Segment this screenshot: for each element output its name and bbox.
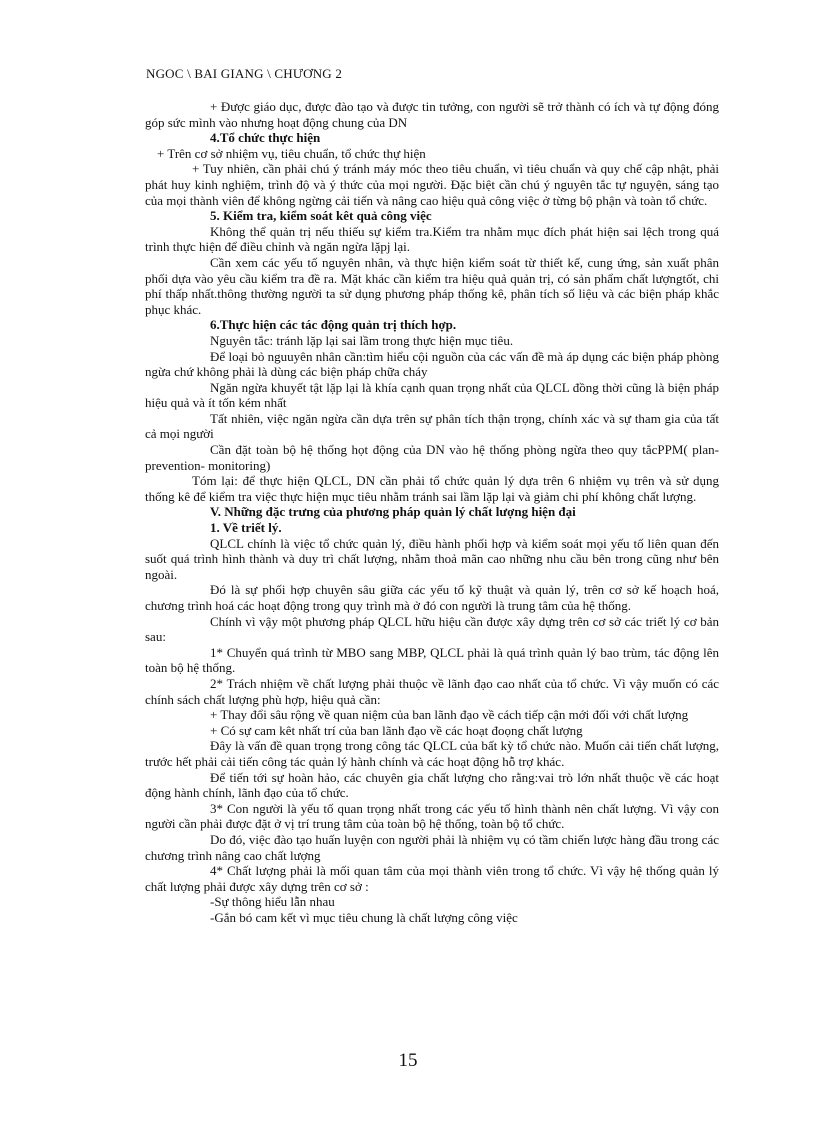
paragraph: Không thể quản trị nếu thiếu sự kiểm tra.Kiểm tra nhằm mục đích phát hiện sai lệch trong quá trình thực hiện để điều chỉnh và ngăn ngừa lặpj lại. [145,223,719,255]
section-heading: 6.Thực hiện các tác động quản trị thích hợp. [210,317,457,333]
paragraph: + Được giáo dục, được đào tạo và được tin tưởng, con người sẽ trở thành có ích và tự động đóng góp sức mình vào nhưng hoạt động chung của DN [145,99,719,130]
paragraph: Để loại bỏ nguuyên nhân cần:tìm hiểu cội nguồn của các vấn đề mà áp dụng các biện pháp phòng ngừa chứ không phải là dùng các biện pháp chữa cháy [145,348,719,380]
section-heading: 4.Tổ chức thực hiện [210,130,321,146]
paragraph: Do đó, việc đào tạo huấn luyện con người phải là nhiệm vụ có tầm chiến lược hàng đầu trong các chương trình nâng cao chất lượng [145,831,719,863]
document-body [145,99,719,925]
running-header: NGOC \ BAI GIANG \ CHƯƠNG 2 [146,66,343,81]
paragraph: Đó là sự phối hợp chuyên sâu giữa các yếu tố kỹ thuật và quản lý, trên cơ sở kế hoạch hoá, chương trình hoá các hoạt động trong quy trình mà ở đó con người là trung tâm của hệ thống. [145,582,719,613]
paragraph: 4* Chất lượng phải là mối quan tâm của mọi thành viên trong tổ chức. Vì vậy hệ thống quản lý chất lượng phải được xây dựng trên cơ sở : [145,863,719,894]
paragraph: QLCL chính là việc tổ chức quản lý, điều hành phối hợp và kiểm soát mọi yếu tố liên quan đến suốt quá trình hình thành và duy trì chất lượng, nhằm thoả mãn cao những nhu cầu bên trong cũng như bên ngoài. [145,535,719,582]
chapter-heading: V. Những đặc trưng của phương pháp quản lý chất lượng hiện đại [210,504,576,520]
paragraph: Cần xem các yếu tố nguyên nhân, và thực hiện kiểm soát từ thiết kế, cung ứng, sản xuất phân phối dựa vào yêu cầu kiểm tra đề ra. Mặt khác cần kiểm tra hiệu quả quản trị, có sản phẩm chất lượngtốt, chi phí thấp nhất.thông thường người ta sử dụng phương pháp thống kê, phân tích số liệu và các biện pháp khắc phục khác. [145,254,719,317]
paragraph: + Trên cơ sở nhiệm vụ, tiêu chuẩn, tổ chức thự hiện [157,145,426,161]
page-number: 15 [398,1050,418,1071]
list-item: -Gắn bó cam kết vì mục tiêu chung là chất lượng công việc [210,909,518,925]
paragraph: Tóm lại: để thực hiện QLCL, DN cần phải tổ chức quản lý dựa trên 6 nhiệm vụ trên và sử dụng thống kê để kiểm tra việc thực hiện mục tiêu nhằm tránh sai lầm lặp lại và giảm chi phí không chất lượng. [145,473,719,504]
paragraph: + Tuy nhiên, cần phải chú ý tránh máy móc theo tiêu chuẩn, vì tiêu chuẩn và quy chế cập nhật, phải phát huy kinh nghiệm, trình độ và ý thức của mọi người. Đặc biệt cần chú ý nguyên tắc tự nguyện, sáng tạo của mọi thành viên để không ngừng cải tiến và nâng cao hiệu quả công việc ở từng bộ phận và toàn tổ chức. [145,161,719,208]
paragraph: Tất nhiên, việc ngăn ngừa cần dựa trên sự phân tích thận trọng, chính xác và sự tham gia của tất cả mọi người [145,410,719,442]
paragraph: 3* Con người là yếu tố quan trọng nhất trong các yếu tố hình thành nên chất lượng. Vì vậy con người cần phải được đặt ở vị trí trung tâm của toàn bộ hệ thống, toàn bộ tổ chức. [145,800,719,832]
paragraph: Đây là vấn đề quan trọng trong công tác QLCL của bất kỳ tổ chức nào. Muốn cải tiến chất lượng, trước hết phải cải tiến công tác quản lý hành chính và các hoạt động hỗ trợ khác. [145,738,719,769]
paragraph: 1* Chuyển quá trình từ MBO sang MBP, QLCL phải là quá trình quản lý bao trùm, tác động lên toàn bộ hệ thống. [145,644,719,676]
section-heading: 5. Kiểm tra, kiểm soát kêt quả công việc [210,208,432,224]
section-heading: 1. Về triết lý. [210,520,282,536]
list-item: -Sự thông hiểu lẫn nhau [210,894,335,910]
paragraph: Nguyên tắc: tránh lặp lại sai lầm trong thực hiện mục tiêu. [210,332,514,348]
paragraph: 2* Trách nhiệm về chất lượng phải thuộc về lãnh đạo cao nhất của tổ chức. Vì vậy muốn có các chính sách chất lượng phù hợp, hiệu quả cần: [145,675,719,707]
paragraph: Để tiến tới sự hoàn hảo, các chuyên gia chất lượng cho rằng:vai trò lớn nhất thuộc về các hoạt động hành chính, lãnh đạo của tổ chức. [145,769,719,801]
paragraph: Cần đặt toàn bộ hệ thống họt động của DN vào hệ thống phòng ngừa theo quy tắcPPM( plan-prevention- monitoring) [145,442,719,473]
paragraph: Chính vì vậy một phương pháp QLCL hữu hiệu cần được xây dựng trên cơ sở các triết lý cơ bản sau: [145,613,719,645]
paragraph: + Thay đổi sâu rộng về quan niệm của ban lãnh đạo về cách tiếp cận mới đối với chất lượng [210,707,689,723]
paragraph: Ngăn ngừa khuyết tật lặp lại là khía cạnh quan trọng nhất của QLCL đồng thời cũng là biện pháp hiệu quả và ít tốn kém nhất [145,379,719,411]
paragraph: + Có sự cam kêt nhất trí của ban lãnh đạo về các hoạt đoọng chất lượng [210,722,583,738]
